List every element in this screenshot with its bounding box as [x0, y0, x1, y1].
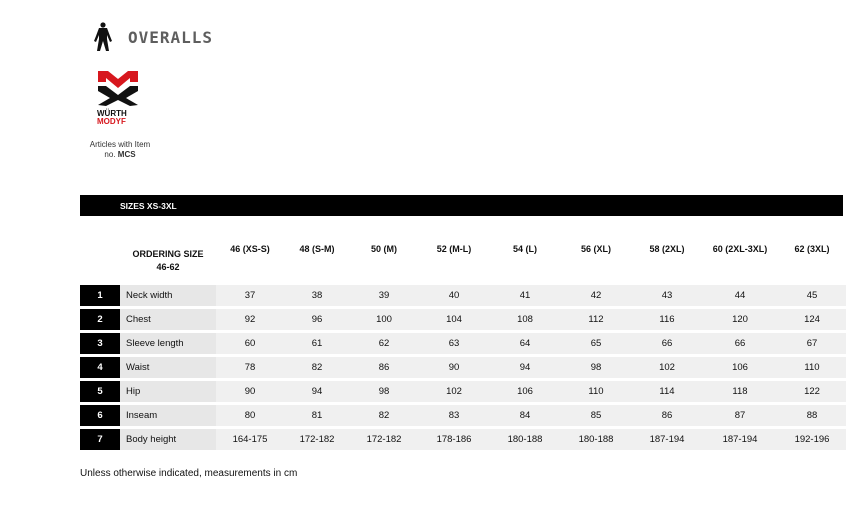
- row-number: 6: [80, 405, 120, 426]
- table-cell: 92: [216, 309, 284, 330]
- table-cell: 85: [560, 405, 632, 426]
- row-number: 1: [80, 285, 120, 306]
- row-number: 4: [80, 357, 120, 378]
- table-cell: 66: [702, 333, 778, 354]
- page-header: [92, 22, 213, 52]
- brand-line-1: WÜRTH: [97, 109, 127, 118]
- table-cell: 187-194: [702, 429, 778, 450]
- table-cell: 102: [418, 381, 490, 402]
- ordering-size-label: ORDERING SIZE: [132, 249, 204, 259]
- table-row: [80, 429, 846, 450]
- table-cell: 39: [350, 285, 418, 306]
- size-header: 60 (2XL-3XL): [712, 244, 768, 254]
- table-cell: 124: [778, 309, 846, 330]
- measurement-footnote: Unless otherwise indicated, measurements in cm: [80, 468, 298, 479]
- size-table: [80, 234, 846, 453]
- table-cell: 65: [560, 333, 632, 354]
- measurement-label: Sleeve length: [120, 333, 216, 354]
- wurth-modyf-logo: [96, 69, 140, 107]
- table-cell: 172-182: [350, 429, 418, 450]
- table-cell: 180-188: [490, 429, 560, 450]
- table-cell: 116: [632, 309, 702, 330]
- articles-prefix: no.: [104, 150, 116, 159]
- ordering-size-header: [120, 237, 216, 282]
- row-number: 5: [80, 381, 120, 402]
- table-row: [80, 381, 846, 402]
- table-cell: 62: [350, 333, 418, 354]
- table-cell: 164-175: [216, 429, 284, 450]
- table-cell: 90: [418, 357, 490, 378]
- table-cell: 178-186: [418, 429, 490, 450]
- size-header: 58 (2XL): [649, 244, 685, 254]
- brand-name: [97, 110, 127, 126]
- table-cell: 82: [284, 357, 350, 378]
- table-cell: 108: [490, 309, 560, 330]
- table-cell: 87: [702, 405, 778, 426]
- table-cell: 98: [560, 357, 632, 378]
- table-cell: 180-188: [560, 429, 632, 450]
- measurement-label: Hip: [120, 381, 216, 402]
- table-cell: 100: [350, 309, 418, 330]
- table-cell: 106: [702, 357, 778, 378]
- table-header-row: [80, 237, 846, 282]
- table-cell: 37: [216, 285, 284, 306]
- table-cell: 63: [418, 333, 490, 354]
- overalls-icon: [92, 22, 114, 52]
- table-cell: 66: [632, 333, 702, 354]
- table-cell: 42: [560, 285, 632, 306]
- table-cell: 110: [560, 381, 632, 402]
- articles-note: [80, 140, 160, 160]
- table-cell: 78: [216, 357, 284, 378]
- size-header: 52 (M-L): [436, 244, 472, 254]
- measurement-label: Chest: [120, 309, 216, 330]
- table-cell: 114: [632, 381, 702, 402]
- table-cell: 81: [284, 405, 350, 426]
- table-row: [80, 333, 846, 354]
- table-cell: 60: [216, 333, 284, 354]
- table-cell: 67: [778, 333, 846, 354]
- table-cell: 64: [490, 333, 560, 354]
- table-cell: 102: [632, 357, 702, 378]
- size-header: 48 (S-M): [299, 244, 335, 254]
- article-item-code: MCS: [117, 150, 136, 159]
- brand-line-2: MODYF: [97, 117, 126, 126]
- table-cell: 44: [702, 285, 778, 306]
- row-number: 3: [80, 333, 120, 354]
- size-range-label: SIZES XS-3XL: [120, 201, 177, 211]
- table-cell: 112: [560, 309, 632, 330]
- table-cell: 122: [778, 381, 846, 402]
- size-header: 54 (L): [512, 244, 537, 254]
- table-cell: 61: [284, 333, 350, 354]
- measurement-label: Inseam: [120, 405, 216, 426]
- table-cell: 83: [418, 405, 490, 426]
- table-row: [80, 309, 846, 330]
- table-cell: 84: [490, 405, 560, 426]
- table-cell: 172-182: [284, 429, 350, 450]
- table-cell: 106: [490, 381, 560, 402]
- table-cell: 187-194: [632, 429, 702, 450]
- size-header: 50 (M): [370, 244, 397, 254]
- table-cell: 104: [418, 309, 490, 330]
- size-header: 56 (XL): [580, 244, 611, 254]
- measurement-label: Waist: [120, 357, 216, 378]
- table-cell: 120: [702, 309, 778, 330]
- table-cell: 82: [350, 405, 418, 426]
- table-cell: 86: [632, 405, 702, 426]
- table-cell: 45: [778, 285, 846, 306]
- table-cell: 192-196: [778, 429, 846, 450]
- articles-line-1: Articles with Item: [89, 140, 151, 149]
- table-cell: 80: [216, 405, 284, 426]
- size-header: 46 (XS-S): [230, 244, 270, 254]
- row-number: 2: [80, 309, 120, 330]
- ordering-size-range: 46-62: [156, 262, 180, 272]
- table-cell: 40: [418, 285, 490, 306]
- articles-line-2: [80, 150, 160, 160]
- size-header: 62 (3XL): [794, 244, 830, 254]
- table-cell: 88: [778, 405, 846, 426]
- table-cell: 38: [284, 285, 350, 306]
- table-cell: 41: [490, 285, 560, 306]
- header-spacer: [80, 237, 120, 282]
- size-range-bar: [80, 195, 843, 216]
- table-cell: 43: [632, 285, 702, 306]
- table-cell: 118: [702, 381, 778, 402]
- measurement-label: Neck width: [120, 285, 216, 306]
- table-cell: 96: [284, 309, 350, 330]
- page-title: OVERALLS: [128, 27, 214, 47]
- row-number: 7: [80, 429, 120, 450]
- measurement-label: Body height: [120, 429, 216, 450]
- table-row: [80, 405, 846, 426]
- table-cell: 86: [350, 357, 418, 378]
- table-cell: 94: [490, 357, 560, 378]
- table-row: [80, 285, 846, 306]
- table-cell: 94: [284, 381, 350, 402]
- table-cell: 90: [216, 381, 284, 402]
- table-cell: 110: [778, 357, 846, 378]
- table-row: [80, 357, 846, 378]
- table-cell: 98: [350, 381, 418, 402]
